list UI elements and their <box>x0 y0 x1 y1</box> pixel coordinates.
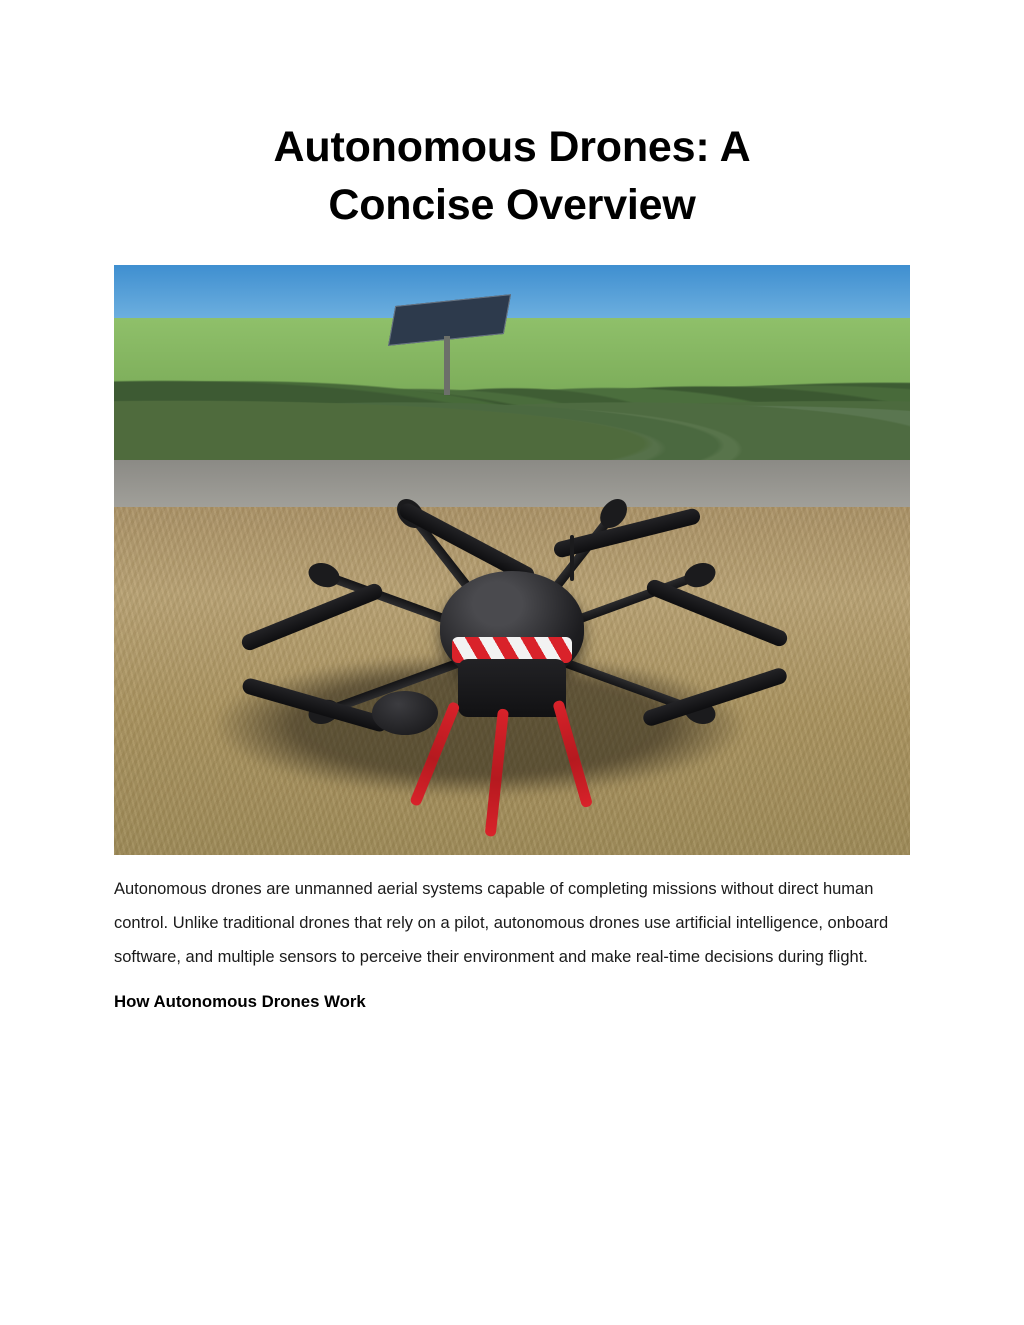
bush-row <box>114 377 910 471</box>
page-title: Autonomous Drones: A Concise Overview <box>273 123 751 230</box>
article-body <box>114 873 910 1019</box>
drone-payload-bay <box>458 659 566 717</box>
gravel-road <box>114 460 910 513</box>
section-subheading: How Autonomous Drones Work <box>114 991 366 1011</box>
drone-photo <box>114 265 910 855</box>
drone-antenna <box>570 535 574 581</box>
intro-paragraph: Autonomous drones are unmanned aerial systems capable of completing missions without direct human control. Unlike traditional drones that rely on a pilot, autonomous drones use artificial intelligence, onboard software, and multiple sensors to perceive their environment and make real-time decisions during flight. <box>114 880 889 966</box>
drone-sensor-pod <box>372 691 438 735</box>
